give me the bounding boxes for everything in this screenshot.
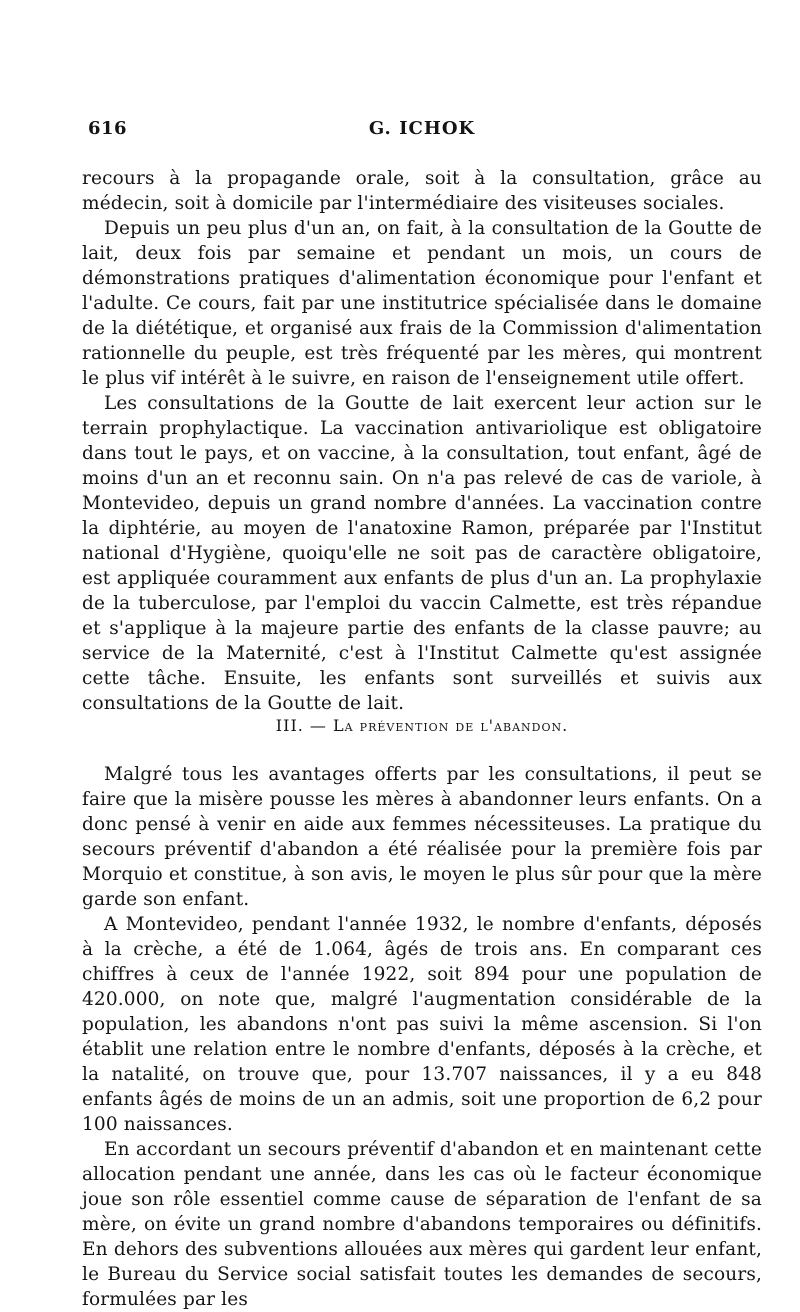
page-header: [82, 118, 762, 144]
paragraph-6: En accordant un secours préventif d'abandon et en maintenant cette allocation pendant une année, dans les cas où le facteur économique joue son rôle essentiel comme cause de séparation de l'enfant de sa mère, on évite un grand nombre d'abandons temporaires ou définitifs. En dehors des subventions allouées aux mères qui gardent leur enfant, le Bureau du Service social satisfait toutes les demandes de secours, formulées par les: [82, 1139, 762, 1310]
body-text-section-2: [82, 762, 762, 1312]
page-number: 616: [88, 118, 128, 139]
body-text-section-1: [82, 166, 762, 716]
section-heading: [82, 716, 762, 735]
running-head: G. ICHOK: [368, 118, 476, 139]
paragraph-2: Depuis un peu plus d'un an, on fait, à la consultation de la Goutte de lait, deux fois par semaine et pendant un mois, un cours de démonstrations pratiques d'alimentation économique pour l'enfant et l'adulte. Ce cours, fait par une institutrice spécialisée dans le domaine de la diététique, et organisé aux frais de la Commission d'alimentation rationnelle du peuple, est très fréquenté par les mères, qui montrent le plus vif intérêt à le suivre, en raison de l'enseignement utile offert.: [82, 218, 762, 389]
paragraph-5: A Montevideo, pendant l'année 1932, le nombre d'enfants, déposés à la crèche, a été de 1.064, âgés de trois ans. En comparant ces chiffres à ceux de l'année 1922, soit 894 pour une population de 420.000, on note que, malgré l'augmentation considérable de la population, les abandons n'ont pas suivi la même ascension. Si l'on établit une relation entre le nombre d'enfants, déposés à la crèche, et la natalité, on trouve que, pour 13.707 naissances, il y a eu 848 enfants âgés de moins de un an admis, soit une proportion de 6,2 pour 100 naissances.: [82, 914, 762, 1135]
paragraph-1: recours à la propagande orale, soit à la consultation, grâce au médecin, soit à domicile par l'intermédiaire des visiteuses sociales.: [82, 168, 762, 214]
section-title: La prévention de l'abandon.: [333, 716, 569, 735]
paragraph-3: Les consultations de la Goutte de lait exercent leur action sur le terrain prophylactique. La vaccination antivariolique est obligatoire dans tout le pays, et on vaccine, à la consultation, tout enfant, âgé de moins d'un an et reconnu sain. On n'a pas relevé de cas de variole, à Montevideo, depuis un grand nombre d'années. La vaccination contre la diphtérie, au moyen de l'anatoxine Ramon, préparée par l'Institut national d'Hygiène, quoiqu'elle ne soit pas de caractère obligatoire, est appliquée couramment aux enfants de plus d'un an. La prophylaxie de la tuberculose, par l'emploi du vaccin Calmette, est très répandue et s'applique à la majeure partie des enfants de la classe pauvre; au service de la Maternité, c'est à l'Institut Calmette qu'est assignée cette tâche. Ensuite, les enfants sont surveillés et suivis aux consultations de la Goutte de lait.: [82, 393, 762, 714]
section-numeral: III. —: [275, 716, 327, 735]
paragraph-4: Malgré tous les avantages offerts par les consultations, il peut se faire que la misère pousse les mères à abandonner leurs enfants. On a donc pensé à venir en aide aux femmes nécessiteuses. La pratique du secours préventif d'abandon a été réalisée pour la première fois par Morquio et constitue, à son avis, le moyen le plus sûr pour que la mère garde son enfant.: [82, 764, 762, 910]
